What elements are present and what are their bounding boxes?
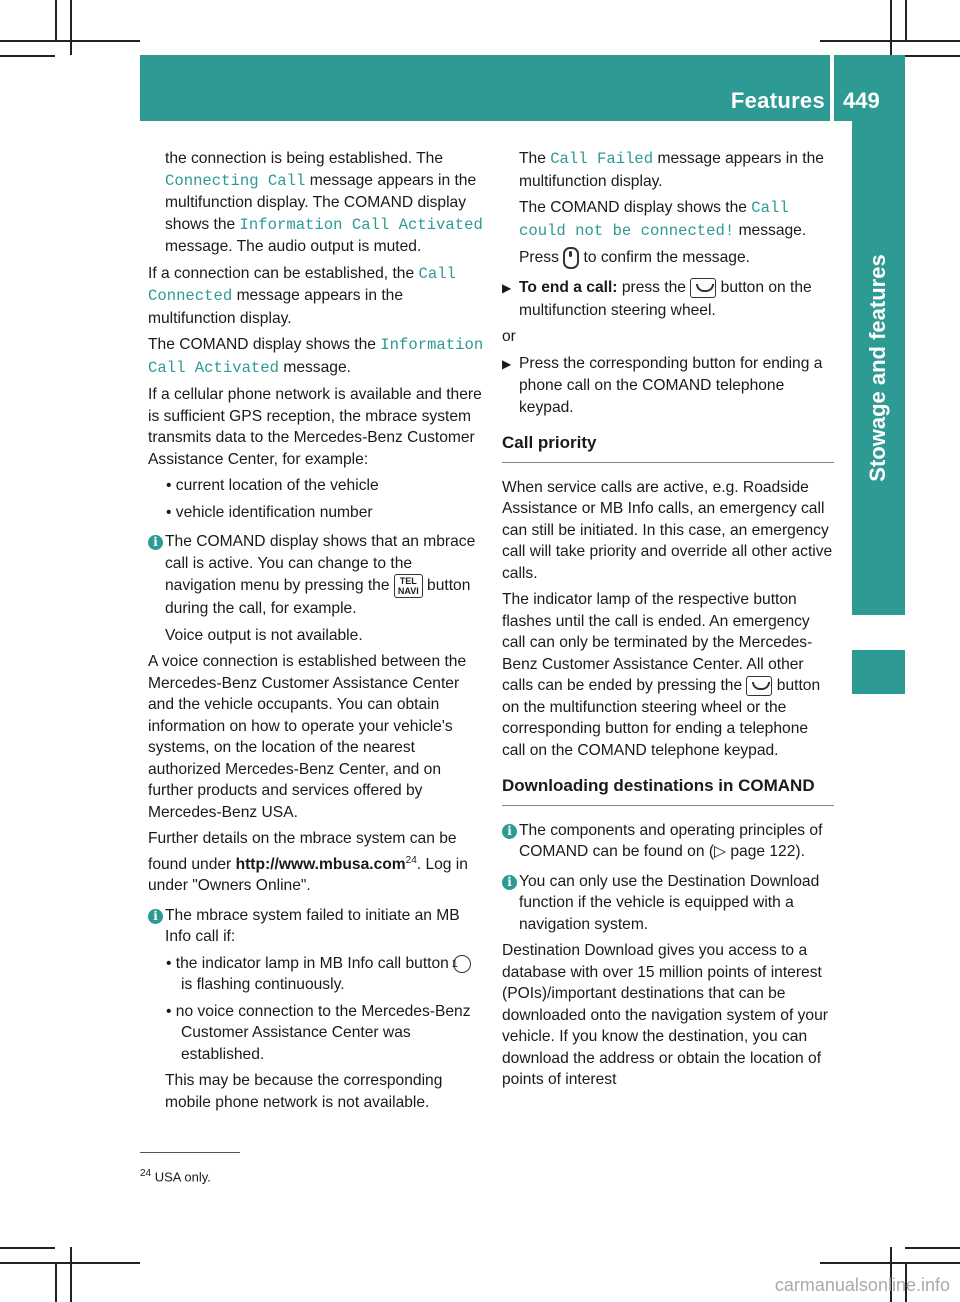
tel-navi-button-icon: TEL NAVI [394,574,423,598]
controller-knob-icon [563,247,579,269]
crop-mark [0,55,55,57]
link: http://www.mbusa.com [235,855,406,873]
paragraph: the connection is being established. The Connecting Call message appears in the multifunction display. The COMAND display shows the Information Call Activated message. The audio output is muted. [165,150,483,255]
paragraph: If a connection can be established, the Call Connected message appears in the multifunction display. [148,264,456,327]
crop-mark [890,0,892,55]
crop-mark [70,1247,72,1302]
instruction-step: ▶ Press the corresponding button for ending a phone call on the COMAND telephone keypad. [502,354,823,416]
crop-mark [70,0,72,55]
info-note: i The components and operating principles of COMAND can be found on (▷ page 122). [502,820,834,863]
end-call-button-icon [746,676,772,696]
paragraph: The indicator lamp of the respective button flashes until the call is ended. An emergency call can only be terminated by the Mercedes-Benz Customer Assistance Center. All other calls can be ended by pressing the button on the multifunction steering wheel or the corresponding button for ending a telephone call on the COMAND telephone keypad. [502,591,821,759]
header-separator [830,55,834,121]
end-call-button-icon [690,278,716,298]
crop-mark [55,1262,57,1302]
watermark: carmanualsonline.info [774,1275,950,1295]
page-ref-icon: ▷ [714,843,727,860]
paragraph: When service calls are active, e.g. Roadside Assistance or MB Info calls, an emergency call can still be initiated. In this case, an emergency call will take priority and override all other active calls. [502,478,833,582]
arrow-icon: ▶ [502,356,512,371]
info-icon: i [148,909,163,924]
section-heading: Downloading destinations in COMAND [502,775,834,806]
paragraph: Voice output is not available. [165,626,363,644]
side-tab-marker [852,650,905,694]
crop-mark [905,1247,960,1249]
right-column [502,148,834,1096]
list-item: • no voice connection to the Mercedes-Benz Customer Assistance Center was established. [166,1002,471,1063]
crop-mark [905,55,960,57]
callout-number-icon: 1 [453,955,471,973]
crop-mark [0,1247,55,1249]
paragraph: or [502,328,516,345]
list-item: • vehicle identification number [166,503,373,521]
crop-mark [55,0,57,40]
info-note: i The mbrace system failed to initiate an MB Info call if: [148,905,484,948]
paragraph: Destination Download gives you access to a database with over 15 million points of interest (POIs)/important destinations that can be downloaded onto the navigation system of your vehicle. If you know the destination, you can download the address or obtain the location of points of interest [502,942,828,1088]
paragraph: If a cellular phone network is available and there is sufficient GPS reception, the mbrace system transmits data to the Mercedes-Benz Customer Assistance Center, for example: [148,386,482,468]
info-note: i The COMAND display shows that an mbrace call is active. You can change to the navigation menu by pressing the TEL NAVI button during the call, for example. [148,531,484,620]
footnote-divider [140,1152,240,1153]
side-tab-label: Stowage and features [865,254,890,482]
footnote: $^{24}$ USA only. [140,1168,211,1185]
instruction-step: ▶ To end a call: press the button on the multifunction steering wheel. [502,279,812,319]
paragraph: A voice connection is established between the Mercedes-Benz Customer Assistance Center and the vehicle occupants. You can obtain information on how to operate your vehicle's systems, on the location of the nearest authorized Mercedes-Benz Center, and on further products and services offered by Mercedes-Benz USA. [148,653,467,821]
paragraph: The COMAND display shows the Call could not be connected! message. [519,199,807,240]
paragraph: The Call Failed message appears in the multifunction display. [519,150,824,190]
info-icon: i [502,875,517,890]
paragraph: Press to confirm the message. [502,247,834,269]
section-heading: Call priority [502,432,834,463]
paragraph: Further details on the mbrace system can be found under http://www.mbusa.com$^{24}$. Log in under "Owners Online". [148,830,468,895]
page-number: 449 [843,88,880,113]
paragraph: This may be because the corresponding mobile phone network is not available. [165,1072,443,1111]
arrow-icon: ▶ [502,281,512,295]
info-icon: i [148,535,163,550]
section-title: Features [730,88,825,113]
crop-mark [905,0,907,40]
paragraph: The COMAND display shows the Information Call Activated message. [148,336,484,377]
left-column [148,148,484,1118]
info-note: i You can only use the Destination Download function if the vehicle is equipped with a navigation system. [502,871,834,936]
info-icon: i [502,824,517,839]
list-item: • current location of the vehicle [166,477,379,494]
list-item: • the indicator lamp in MB Info call button 1 is flashing continuously. [148,953,484,996]
